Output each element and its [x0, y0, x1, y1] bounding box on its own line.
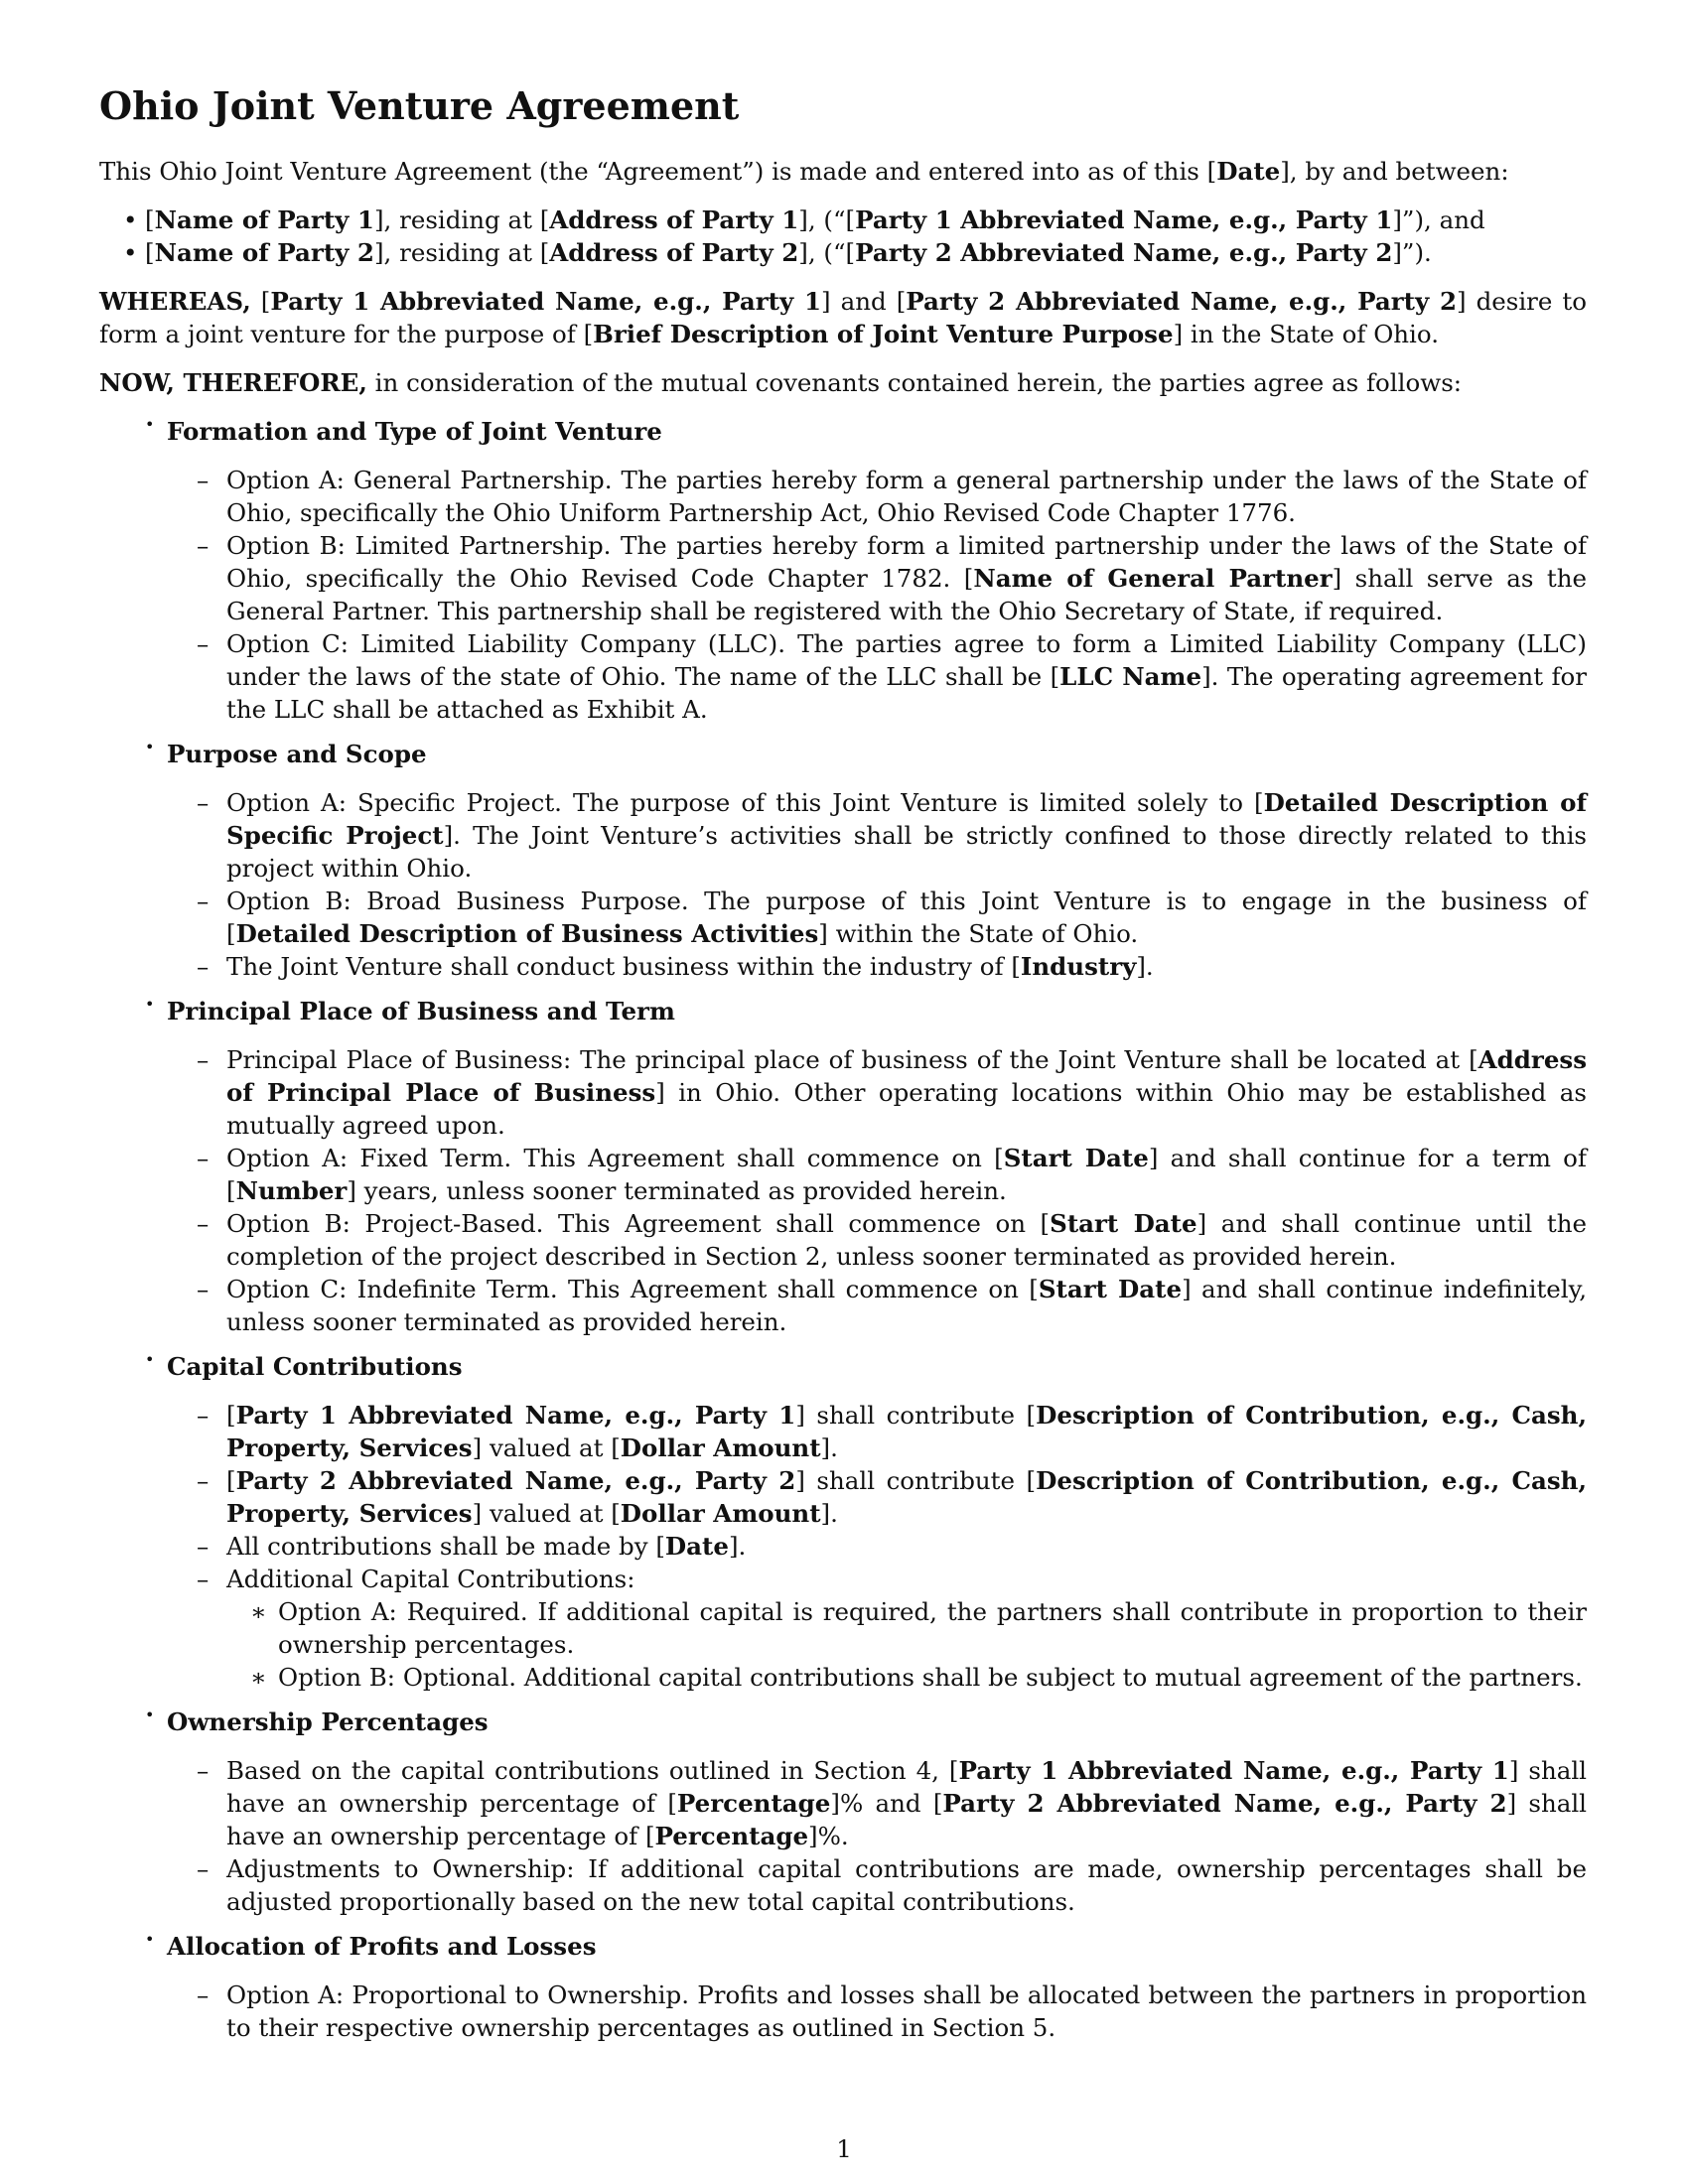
- placeholder-text: Description of Contribution, e.g., Cash, Property, Services: [226, 1400, 1588, 1462]
- placeholder-text: Description of Contribution, e.g., Cash, Property, Services: [226, 1465, 1588, 1528]
- placeholder-text: Address of Principal Place of Business: [226, 1044, 1587, 1107]
- clause-item: – All contributions shall be made by [Date].: [226, 1530, 1587, 1563]
- section-clauses: [167, 1399, 1587, 1694]
- sub-clauses: [226, 1595, 1587, 1694]
- document-title: Ohio Joint Venture Agreement: [99, 83, 740, 128]
- placeholder-text: Name of Party 2: [154, 237, 374, 267]
- placeholder-text: Number: [235, 1175, 348, 1205]
- clause-item: – Option A: Fixed Term. This Agreement shall commence on [Start Date] and shall continue for a term of [Number] years, unless sooner terminated as provided herein.: [226, 1142, 1587, 1207]
- placeholder-text: NOW, THEREFORE,: [99, 367, 367, 397]
- section-title: • Formation and Type of Joint Venture: [167, 416, 662, 446]
- placeholder-text: Name of Party 1: [154, 205, 374, 234]
- placeholder-text: Date: [1216, 156, 1281, 186]
- page-number: 1: [836, 2134, 852, 2163]
- clause-item: – Principal Place of Business: The principal place of business of the Joint Venture shall be located at [Address of Principal Place of Business] in Ohio. Other operating locations within Ohio may be established as mutually agreed upon.: [226, 1043, 1587, 1142]
- clause-item: – Option B: Limited Partnership. The parties hereby form a limited partnership under the laws of the State of Ohio, specifically the Ohio Revised Code Chapter 1782. [Name of General Partner] shall serve as the General Partner. This partnership shall be registered with the Ohio Secretary of State, if required.: [226, 529, 1587, 627]
- placeholder-text: Dollar Amount: [620, 1498, 821, 1528]
- clause-item: – [Party 1 Abbreviated Name, e.g., Party 1] shall contribute [Description of Contribution, e.g., Cash, Property, Services] valued at [Dollar Amount].: [226, 1399, 1587, 1464]
- placeholder-text: Start Date: [1003, 1143, 1149, 1172]
- section-item: [167, 995, 1587, 1338]
- section-title: • Capital Contributions: [167, 1351, 463, 1381]
- section-item: [167, 415, 1587, 726]
- section-item: [167, 738, 1587, 983]
- clause-item: – Option B: Project-Based. This Agreement shall commence on [Start Date] and shall continue until the completion of the project described in Section 2, unless sooner terminated as provided herein.: [226, 1207, 1587, 1273]
- section-item: [167, 1930, 1587, 2044]
- section-item: [167, 1706, 1587, 1918]
- placeholder-text: Party 1 Abbreviated Name, e.g., Party 1: [958, 1755, 1509, 1785]
- section-clauses: [167, 1043, 1587, 1338]
- clause-item: – Option A: Specific Project. The purpose of this Joint Venture is limited solely to [Detailed Description of Specific Project]. The Joint Venture’s activities shall be strictly confined to those directly related to this project within Ohio.: [226, 786, 1587, 885]
- document-page: [99, 83, 1587, 2056]
- placeholder-text: Industry: [1020, 951, 1137, 981]
- placeholder-text: Percentage: [654, 1821, 809, 1850]
- placeholder-text: Party 1 Abbreviated Name, e.g., Party 1: [270, 286, 822, 316]
- section-title: • Ownership Percentages: [167, 1706, 489, 1736]
- now-therefore-paragraph: NOW, THEREFORE, in consideration of the mutual covenants contained herein, the parties agree as follows:: [99, 367, 1463, 397]
- placeholder-text: Party 2 Abbreviated Name, e.g., Party 2: [235, 1465, 796, 1495]
- clause-item: – Additional Capital Contributions: ∗ Option A: Required. If additional capital is required, the partners shall contribute in proportion to their ownership percentages. ∗ Option B: Optional. Additional capital contributions shall be subject to mutual agreement of the partners.: [226, 1563, 1587, 1694]
- placeholder-text: Address of Party 1: [549, 205, 799, 234]
- sections-list: [99, 415, 1587, 2044]
- section-item: [167, 1350, 1587, 1694]
- parties-list: [99, 204, 1587, 269]
- placeholder-text: LLC Name: [1059, 661, 1202, 691]
- placeholder-text: Dollar Amount: [620, 1433, 821, 1462]
- clause-item: – Adjustments to Ownership: If additional capital contributions are made, ownership percentages shall be adjusted proportionally based on the new total capital contributions.: [226, 1852, 1587, 1918]
- section-clauses: [167, 786, 1587, 983]
- section-title: • Principal Place of Business and Term: [167, 996, 675, 1025]
- section-clauses: [167, 1754, 1587, 1918]
- placeholder-text: Party 1 Abbreviated Name, e.g., Party 1: [235, 1400, 796, 1430]
- section-clauses: [167, 464, 1587, 726]
- placeholder-text: Party 1 Abbreviated Name, e.g., Party 1: [855, 205, 1393, 234]
- placeholder-text: Date: [664, 1531, 729, 1561]
- intro-paragraph: This Ohio Joint Venture Agreement (the “Agreement”) is made and entered into as of this [Date], by and between:: [99, 156, 1509, 186]
- party-1-item: • [Name of Party 1], residing at [Address of Party 1], (“[Party 1 Abbreviated Name, e.g., Party 1]”), and: [145, 204, 1587, 236]
- placeholder-text: Party 2 Abbreviated Name, e.g., Party 2: [942, 1788, 1507, 1818]
- placeholder-text: Party 2 Abbreviated Name, e.g., Party 2: [855, 237, 1393, 267]
- clause-item: – Option B: Broad Business Purpose. The purpose of this Joint Venture is to engage in the business of [Detailed Description of Business Activities] within the State of Ohio.: [226, 885, 1587, 950]
- placeholder-text: Brief Description of Joint Venture Purpose: [593, 319, 1174, 348]
- placeholder-text: WHEREAS,: [99, 286, 251, 316]
- clause-item: – [Party 2 Abbreviated Name, e.g., Party 2] shall contribute [Description of Contribution, e.g., Cash, Property, Services] valued at [Dollar Amount].: [226, 1464, 1587, 1530]
- clause-item: – Option C: Limited Liability Company (LLC). The parties agree to form a Limited Liability Company (LLC) under the laws of the state of Ohio. The name of the LLC shall be [LLC Name]. The operating agreement for the LLC shall be attached as Exhibit A.: [226, 627, 1587, 726]
- placeholder-text: Party 2 Abbreviated Name, e.g., Party 2: [906, 286, 1457, 316]
- party-2-item: • [Name of Party 2], residing at [Address of Party 2], (“[Party 2 Abbreviated Name, e.g., Party 2]”).: [145, 236, 1587, 269]
- clause-item: – Option A: Proportional to Ownership. Profits and losses shall be allocated between the partners in proportion to their respective ownership percentages as outlined in Section 5.: [226, 1979, 1587, 2044]
- clause-item: – Based on the capital contributions outlined in Section 4, [Party 1 Abbreviated Name, e.g., Party 1] shall have an ownership percentage of [Percentage]% and [Party 2 Abbreviated Name, e.g., Party 2] shall have an ownership percentage of [Percentage]%.: [226, 1754, 1587, 1852]
- clause-item: – The Joint Venture shall conduct business within the industry of [Industry].: [226, 950, 1587, 983]
- sub-clause-item: ∗ Option B: Optional. Additional capital contributions shall be subject to mutual agreement of the partners.: [278, 1661, 1587, 1694]
- section-title: • Allocation of Profits and Losses: [167, 1931, 597, 1961]
- section-clauses: [167, 1979, 1587, 2044]
- placeholder-text: Detailed Description of Business Activities: [235, 918, 819, 948]
- section-title: • Purpose and Scope: [167, 739, 427, 768]
- placeholder-text: Name of General Partner: [973, 563, 1333, 593]
- placeholder-text: Start Date: [1050, 1208, 1197, 1238]
- clause-item: – Option A: General Partnership. The parties hereby form a general partnership under the laws of the State of Ohio, specifically the Ohio Uniform Partnership Act, Ohio Revised Code Chapter 1776.: [226, 464, 1587, 529]
- whereas-paragraph: WHEREAS, [Party 1 Abbreviated Name, e.g., Party 1] and [Party 2 Abbreviated Name, e.g., Party 2] desire to form a joint venture for the purpose of [Brief Description of Joint Venture Purpose] in the State of Ohio.: [99, 286, 1587, 348]
- placeholder-text: Start Date: [1038, 1274, 1183, 1303]
- placeholder-text: Percentage: [676, 1788, 831, 1818]
- clause-item: – Option C: Indefinite Term. This Agreement shall commence on [Start Date] and shall continue indefinitely, unless sooner terminated as provided herein.: [226, 1273, 1587, 1338]
- sub-clause-item: ∗ Option A: Required. If additional capital is required, the partners shall contribute in proportion to their ownership percentages.: [278, 1595, 1587, 1661]
- placeholder-text: Address of Party 2: [549, 237, 799, 267]
- placeholder-text: Detailed Description of Specific Project: [226, 787, 1587, 850]
